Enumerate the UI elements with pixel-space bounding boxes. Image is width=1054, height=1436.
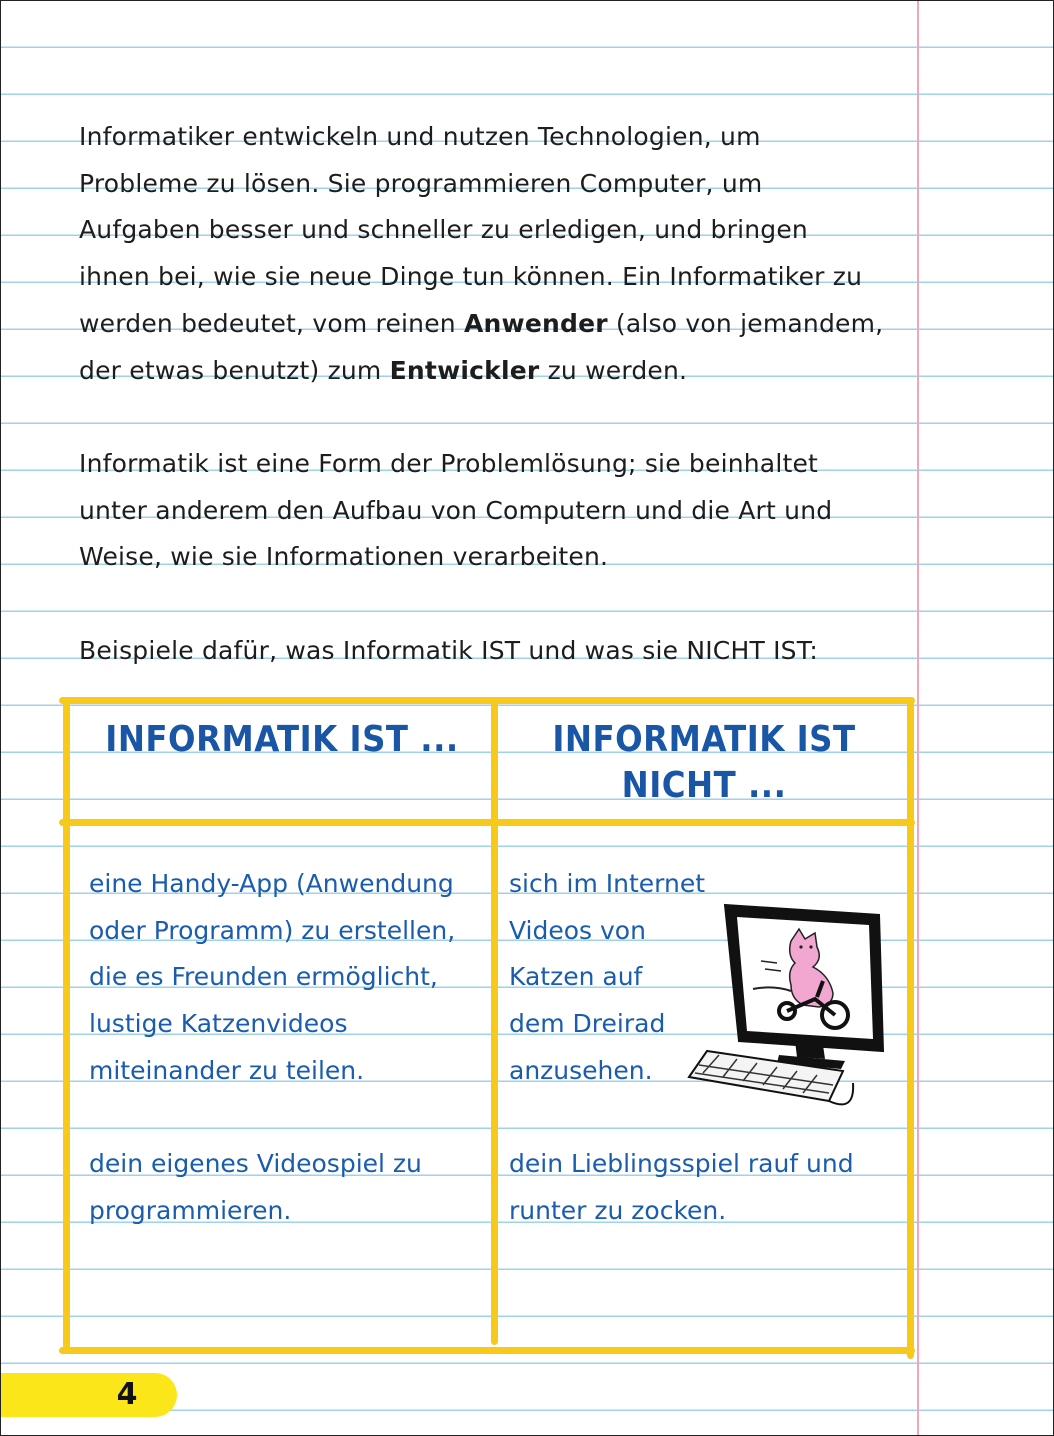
intro-paragraph (79, 114, 909, 394)
text-span: werden bedeutet, vom reinen (79, 308, 464, 338)
text-line: unter anderem den Aufbau von Computern und die Art und (79, 495, 833, 525)
cell-line: miteinander zu teilen. (89, 1055, 365, 1085)
cell-line: dem Dreirad (509, 1009, 666, 1039)
text-line: Aufgaben besser und schneller zu erledigen, und bringen (79, 215, 808, 245)
cell-line: Videos von (509, 915, 646, 945)
header-informatik-ist: INFORMATIK IST ... (105, 719, 459, 760)
header-line: NICHT ... (621, 765, 787, 806)
definition-paragraph (79, 441, 909, 581)
table-border-top (59, 697, 915, 704)
cell-line: lustige Katzenvideos (89, 1009, 348, 1039)
text-line: Informatiker entwickeln und nutzen Technologien, um (79, 122, 761, 151)
cell-line: dein eigenes Videospiel zu (89, 1149, 422, 1178)
cell-is-row1 (89, 861, 489, 1095)
text-line: Probleme zu lösen. Sie programmieren Computer, um (79, 168, 763, 198)
cell-line: programmieren. (89, 1195, 292, 1225)
cell-line: dein Lieblingsspiel rauf und (509, 1149, 854, 1178)
cell-line: oder Programm) zu erstellen, (89, 915, 456, 945)
header-line: INFORMATIK IST (552, 719, 856, 760)
table-divider-horizontal (59, 819, 915, 826)
keyword-entwickler: Entwickler (389, 355, 540, 385)
keyword-anwender: Anwender (464, 308, 608, 338)
text-line: ihnen bei, wie sie neue Dinge tun können. Ein Informatiker zu (79, 262, 863, 292)
table-border-left (63, 699, 70, 1349)
cell-line: eine Handy-App (Anwendung (89, 869, 454, 898)
page-number: 4 (116, 1377, 138, 1412)
computer-cat-illustration (683, 901, 893, 1115)
cell-line: runter zu zocken. (509, 1195, 727, 1225)
cell-line: sich im Internet (509, 869, 706, 898)
cell-is-row2 (89, 1141, 489, 1234)
margin-line (917, 1, 919, 1435)
examples-intro: Beispiele dafür, was Informatik IST und was sie NICHT IST: (79, 636, 819, 665)
text-span: der etwas benutzt) zum (79, 355, 390, 385)
text-line (79, 301, 909, 348)
cell-line: anzusehen. (509, 1055, 653, 1085)
keyboard-icon (689, 1051, 853, 1104)
text-span: zu werden. (539, 355, 688, 385)
cell-line: Katzen auf (509, 962, 643, 992)
text-line (79, 348, 909, 395)
header-informatik-ist-nicht (499, 717, 909, 809)
text-line: Informatik ist eine Form der Problemlösung; sie beinhaltet (79, 449, 819, 478)
cell-is-not-row2 (509, 1141, 909, 1234)
page-number-tab (1, 1373, 177, 1417)
text-span: (also von jemandem, (607, 308, 884, 338)
table-border-bottom (59, 1347, 915, 1354)
text-line: Weise, wie sie Informationen verarbeiten. (79, 542, 609, 572)
table-divider-vertical (491, 699, 498, 1345)
cell-line: die es Freunden ermöglicht, (89, 962, 438, 992)
